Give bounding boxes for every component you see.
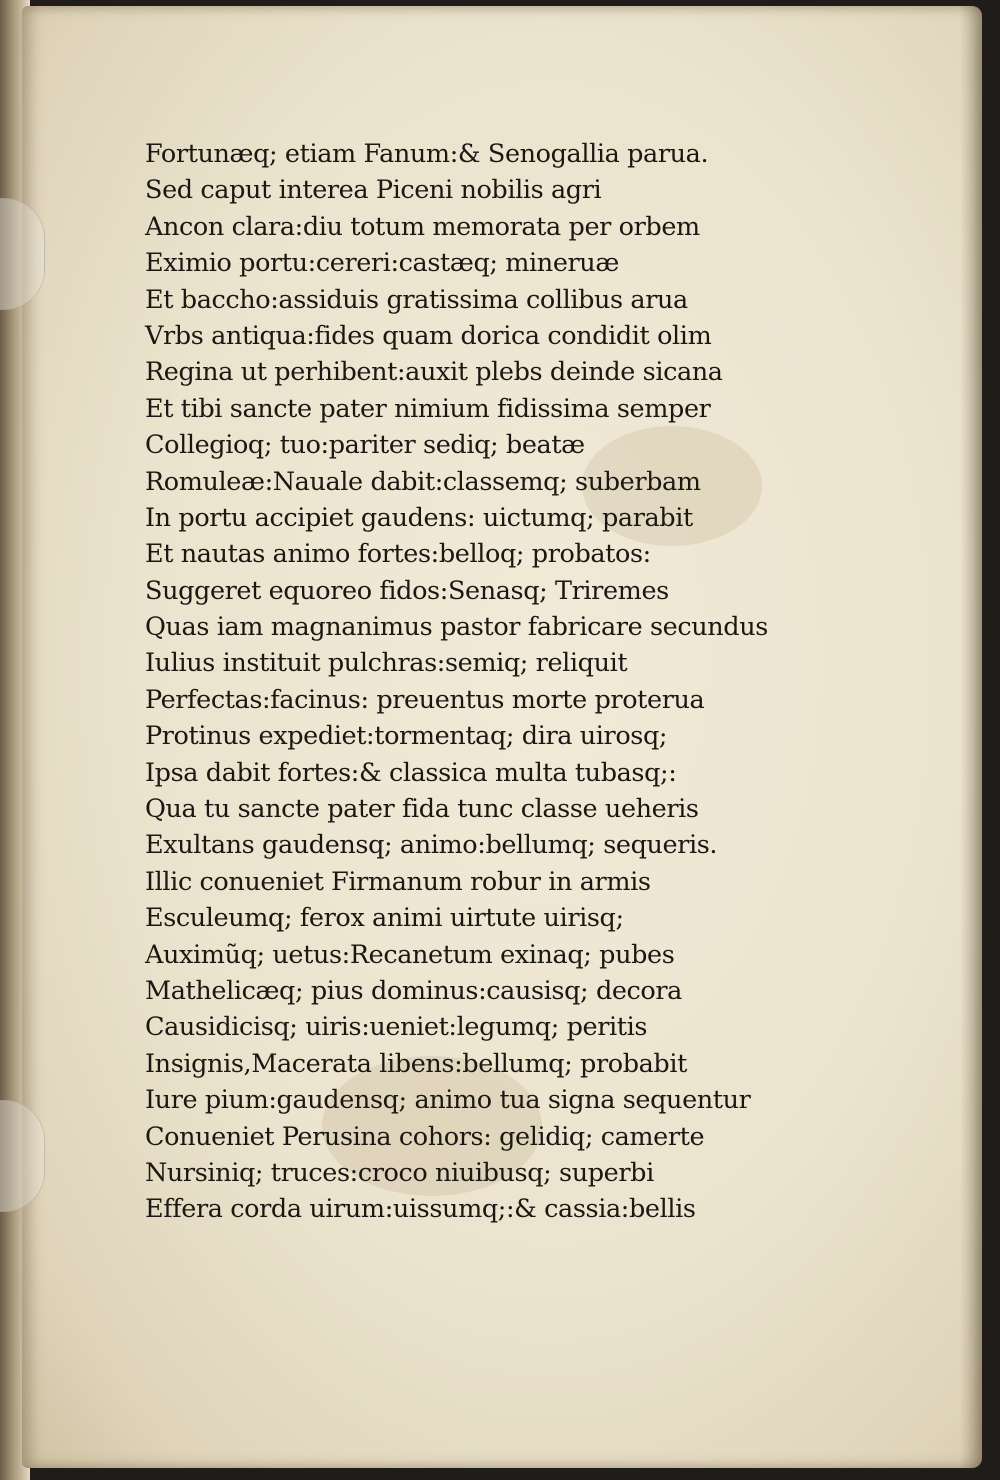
- verse-line: Causidicisq; uiris:ueniet:legumq; peritis: [145, 1012, 648, 1043]
- verse-line: Perfectas:facinus: preuentus morte proterua: [145, 684, 705, 715]
- verse-line: In portu accipiet gaudens: uictumq; parabit: [145, 502, 693, 533]
- verse-line: Et nautas animo fortes:belloq; probatos:: [145, 539, 651, 570]
- verse-text-block: [145, 136, 795, 1228]
- verse-line: Et tibi sancte pater nimium fidissima semper: [145, 393, 711, 424]
- verse-line: Auximũq; uetus:Recanetum exinaq; pubes: [145, 939, 675, 970]
- verse-line: Romuleæ:Nauale dabit:classemq; suberbam: [145, 466, 701, 497]
- verse-line: Exultans gaudensq; animo:bellumq; sequeris.: [145, 830, 718, 861]
- verse-line: Qua tu sancte pater fida tunc classe ueheris: [145, 794, 699, 825]
- page-edge-shadow: [960, 6, 982, 1468]
- verse-line: Et baccho:assiduis gratissima collibus arua: [145, 284, 688, 315]
- verse-line: Regina ut perhibent:auxit plebs deinde sicana: [145, 357, 723, 388]
- verse-line: Suggeret equoreo fidos:Senasq; Triremes: [145, 575, 669, 606]
- verse-line: Protinus expediet:tormentaq; dira uirosq;: [145, 721, 668, 752]
- verse-line: Collegioq; tuo:pariter sediq; beatæ: [145, 430, 585, 461]
- verse-line: Sed caput interea Piceni nobilis agri: [145, 175, 602, 206]
- verse-line: Nursiniq; truces:croco niuibusq; superbi: [145, 1157, 654, 1188]
- verse-line: Ipsa dabit fortes:& classica multa tubasq;:: [145, 757, 677, 788]
- verse-line: Eximio portu:cereri:castæq; mineruæ: [145, 248, 619, 279]
- verse-line: Illic conueniet Firmanum robur in armis: [145, 866, 651, 897]
- verse-line: Insignis,Macerata libens:bellumq; probabit: [145, 1048, 687, 1079]
- verse-line: Effera corda uirum:uissumq;:& cassia:bellis: [145, 1194, 696, 1225]
- verse-line: Iulius instituit pulchras:semiq; reliquit: [145, 648, 628, 679]
- verse-line: Fortunæq; etiam Fanum:& Senogallia parua.: [145, 139, 709, 169]
- verse-line: Mathelicæq; pius dominus:causisq; decora: [145, 975, 682, 1006]
- verse-line: Quas iam magnanimus pastor fabricare secundus: [145, 612, 768, 643]
- verse-line: Ancon clara:diu totum memorata per orbem: [145, 211, 700, 242]
- verse-line: Iure pium:gaudensq; animo tua signa sequentur: [145, 1085, 751, 1116]
- verse-line: Vrbs antiqua:fides quam dorica condidit olim: [145, 320, 712, 351]
- verse-line: Conueniet Perusina cohors: gelidiq; camerte: [145, 1121, 705, 1152]
- verse-line: Esculeumq; ferox animi uirtute uirisq;: [145, 903, 624, 934]
